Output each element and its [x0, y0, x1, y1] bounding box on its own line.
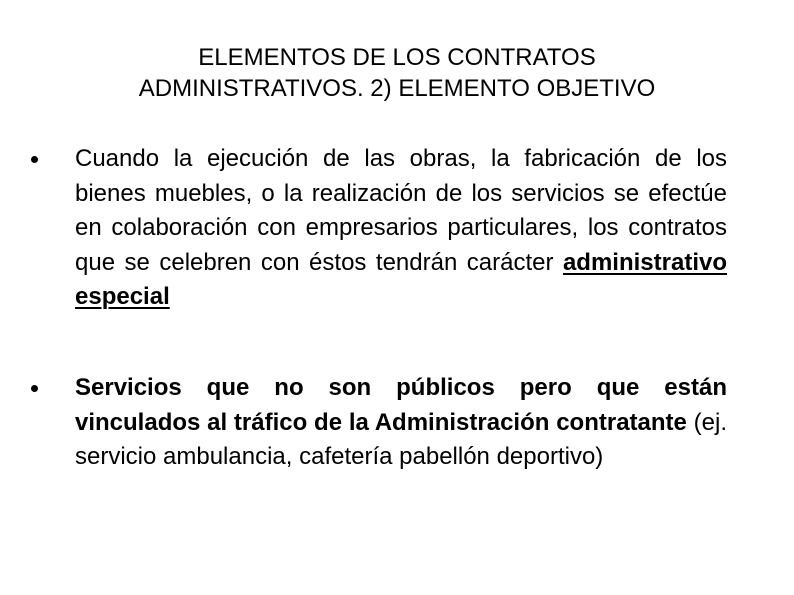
bullet-2-bold-text: Servicios que no son públicos pero que están vinculados al tráfico de la Administración contratante [75, 374, 727, 436]
slide-title [60, 42, 734, 104]
bullet-1-emphasis: administrativo especial [75, 248, 727, 310]
bullet-dot-icon [31, 156, 38, 163]
bullet-2-normal-text: (ej. servicio ambulancia, cafetería pabellón deportivo) [75, 408, 727, 470]
bullet-item-1 [75, 142, 727, 315]
bullet-1-text: Cuando la ejecución de las obras, la fabricación de los bienes muebles, o la realización de los servicios se efectúe en colaboración con empresarios particulares, los contratos que se celebren con éstos tendrán carácter [75, 145, 727, 276]
title-line-2: ADMINISTRATIVOS. 2) ELEMENTO OBJETIVO [138, 75, 656, 102]
bullet-dot-icon [31, 385, 38, 392]
title-line-1: ELEMENTOS DE LOS CONTRATOS [198, 44, 596, 71]
bullet-item-2 [75, 371, 727, 475]
